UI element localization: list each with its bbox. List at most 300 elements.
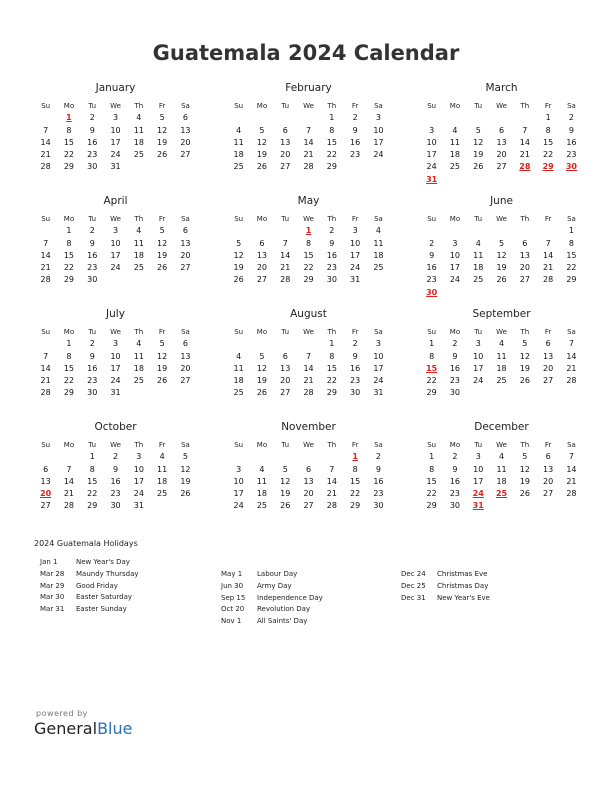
day-cell: 8 [352, 464, 358, 474]
day-cell: 21 [543, 263, 554, 273]
day-cell: 28 [280, 275, 291, 285]
day-cell: 15 [350, 476, 361, 486]
day-cell: 5 [522, 452, 528, 462]
day-cell: 1 [66, 226, 72, 236]
day-cell: 12 [280, 476, 291, 486]
empty-cell [274, 338, 297, 350]
day-cell: 23 [87, 263, 98, 273]
day-cell: 23 [449, 489, 461, 499]
weekday-header: Tu [281, 102, 290, 110]
weekday-header: Mo [449, 328, 461, 336]
weekday-header: Fr [544, 328, 552, 336]
holiday-row [401, 594, 490, 606]
day-cell: 30 [87, 275, 98, 285]
day-cell: 2 [352, 339, 358, 349]
day-cell: 5 [236, 238, 242, 248]
day-cell: 8 [66, 125, 72, 135]
weekday-header: Sa [567, 328, 576, 336]
weekday-header: Tu [474, 215, 483, 223]
day-cell: 17 [426, 150, 437, 160]
day-cell: 11 [373, 238, 384, 248]
weekday-header: Su [234, 441, 244, 449]
holiday-name: Revolution Day [257, 605, 311, 614]
day-cell: 6 [259, 238, 265, 248]
empty-cell [297, 338, 320, 350]
empty-cell [227, 338, 250, 350]
day-cell: 25 [133, 376, 144, 386]
day-cell: 20 [280, 376, 291, 386]
day-cell: 13 [180, 238, 191, 248]
holiday-row [221, 582, 323, 594]
day-cell: 21 [40, 376, 51, 386]
day-cell: 20 [543, 363, 554, 373]
month-december [420, 421, 583, 534]
day-cell: 29 [350, 501, 361, 511]
day-cell: 5 [498, 238, 505, 248]
weekday-header: Sa [374, 441, 383, 449]
weekday-header: Tu [88, 441, 97, 449]
day-cell: 29 [566, 275, 577, 285]
holiday-name: New Year's Eve [437, 593, 490, 602]
day-cell: 22 [426, 376, 437, 386]
weekday-header: Tu [88, 328, 97, 336]
day-cell: 28 [40, 388, 51, 398]
day-cell: 24 [426, 162, 437, 172]
page-title: Guatemala 2024 Calendar [152, 41, 460, 65]
day-cell: 16 [87, 137, 98, 147]
day-cell: 21 [40, 150, 51, 160]
month-name: July [106, 308, 125, 320]
day-cell: 21 [63, 489, 75, 499]
holiday-name: Christmas Day [437, 581, 489, 590]
day-cell: 5 [259, 351, 265, 361]
holiday-date: Sep 15 [221, 593, 246, 602]
weekday-header: Fr [158, 102, 166, 110]
day-cell: 5 [259, 125, 265, 135]
weekday-header: Su [234, 102, 244, 110]
holiday-name: Army Day [257, 581, 292, 590]
day-cell: 21 [303, 150, 314, 160]
day-cell: 19 [473, 150, 484, 160]
weekday-header: Su [427, 215, 437, 223]
month-name: March [485, 82, 518, 94]
holiday-name: Easter Sunday [76, 605, 127, 614]
day-cell: 31 [133, 501, 144, 511]
day-cell: 14 [326, 476, 337, 486]
day-cell: 16 [449, 476, 461, 486]
day-cell: 28 [566, 376, 577, 386]
day-cell: 20 [180, 137, 191, 147]
day-cell: 27 [519, 275, 530, 285]
day-cell: 19 [233, 263, 244, 273]
day-cell: 6 [545, 339, 551, 349]
weekday-header: Su [41, 441, 51, 449]
day-cell: 4 [236, 351, 242, 361]
day-cell: 29 [426, 388, 437, 398]
day-cell: 15 [326, 363, 337, 373]
day-cell: 16 [110, 476, 121, 486]
weekday-header: Sa [567, 102, 576, 110]
month-november [227, 421, 390, 534]
holiday-name: All Saints' Day [257, 617, 308, 626]
day-cell: 30 [326, 275, 337, 285]
day-cell: 27 [180, 376, 191, 386]
day-cell: 2 [568, 113, 574, 123]
weekday-header: Tu [281, 328, 290, 336]
day-cell: 6 [522, 238, 528, 248]
day-cell: 16 [326, 250, 337, 260]
day-grid [227, 439, 390, 513]
day-cell: 3 [375, 339, 381, 349]
day-cell: 12 [256, 363, 268, 373]
day-cell: 26 [280, 501, 291, 511]
holiday-column [401, 570, 490, 605]
month-july [34, 308, 197, 421]
weekday-header: Tu [474, 441, 483, 449]
day-cell: 15 [543, 137, 554, 147]
day-cell: 22 [63, 376, 75, 386]
month-name: June [490, 195, 513, 207]
month-march [420, 82, 583, 195]
day-cell: 20 [303, 489, 314, 499]
day-cell: 6 [282, 125, 288, 135]
day-cell: 10 [110, 125, 121, 135]
day-cell: 3 [475, 452, 481, 462]
empty-cell [274, 112, 297, 124]
day-cell: 4 [259, 464, 265, 474]
day-cell: 19 [157, 137, 168, 147]
day-cell: 24 [350, 263, 361, 273]
weekday-header: Tu [474, 328, 483, 336]
day-cell: 15 [63, 363, 75, 373]
day-cell: 30 [87, 162, 98, 172]
empty-cell [420, 225, 443, 237]
holiday-column [221, 570, 323, 629]
day-cell: 8 [429, 464, 435, 474]
day-cell: 10 [350, 238, 361, 248]
holiday-date: Mar 28 [40, 569, 65, 578]
empty-cell [34, 338, 57, 350]
day-cell: 29 [426, 501, 437, 511]
holiday-date: Dec 31 [401, 593, 426, 602]
day-grid [420, 326, 583, 400]
empty-cell [467, 225, 490, 237]
day-cell: 27 [280, 162, 291, 172]
month-january [34, 82, 197, 195]
day-cell: 8 [545, 125, 551, 135]
weekday-header: Fr [351, 215, 359, 223]
month-september [420, 308, 583, 421]
day-cell: 17 [110, 250, 121, 260]
day-cell: 23 [87, 376, 98, 386]
day-cell: 25 [133, 150, 144, 160]
weekday-header: Sa [374, 328, 383, 336]
weekday-header: Mo [449, 102, 461, 110]
weekday-header: Mo [256, 102, 268, 110]
day-cell: 7 [305, 125, 312, 135]
day-cell: 6 [182, 226, 188, 236]
day-cell: 7 [522, 125, 528, 135]
day-cell: 11 [233, 363, 244, 373]
day-cell: 26 [496, 275, 507, 285]
day-cell: 18 [133, 363, 144, 373]
empty-cell [274, 451, 297, 463]
weekday-header: Su [41, 328, 51, 336]
month-name: October [94, 421, 137, 433]
day-cell: 24 [110, 376, 121, 386]
day-cell: 24 [373, 376, 384, 386]
day-cell: 7 [43, 238, 49, 248]
day-cell: 4 [136, 339, 142, 349]
day-cell: 5 [159, 226, 165, 236]
day-cell: 10 [473, 351, 484, 361]
months-grid [34, 82, 583, 534]
day-cell: 8 [66, 238, 72, 248]
holiday-day: 1 [305, 226, 312, 236]
day-cell: 3 [136, 452, 142, 462]
day-cell: 9 [112, 464, 119, 474]
day-cell: 17 [473, 476, 484, 486]
day-cell: 25 [496, 376, 507, 386]
holiday-day: 31 [426, 174, 438, 184]
empty-cell [297, 112, 320, 124]
day-cell: 17 [473, 363, 484, 373]
day-cell: 1 [545, 113, 551, 123]
day-cell: 4 [159, 452, 165, 462]
day-cell: 19 [256, 150, 268, 160]
empty-cell [490, 112, 513, 124]
weekday-header: Th [134, 215, 144, 223]
day-cell: 7 [305, 351, 312, 361]
day-cell: 3 [352, 226, 358, 236]
day-cell: 7 [43, 125, 49, 135]
day-cell: 19 [519, 363, 530, 373]
day-cell: 23 [87, 150, 98, 160]
day-cell: 28 [326, 501, 337, 511]
day-cell: 18 [133, 250, 144, 260]
holiday-row [221, 617, 323, 629]
weekday-header: Fr [544, 215, 552, 223]
day-cell: 12 [519, 351, 530, 361]
day-cell: 2 [429, 238, 435, 248]
day-cell: 7 [282, 238, 288, 248]
holiday-date: Nov 1 [221, 617, 242, 626]
day-cell: 19 [496, 263, 507, 273]
day-cell: 30 [449, 388, 461, 398]
day-cell: 3 [429, 125, 435, 135]
holiday-day: 1 [352, 452, 358, 462]
holiday-day: 30 [565, 162, 577, 172]
day-cell: 17 [373, 363, 384, 373]
day-cell: 9 [352, 351, 358, 361]
day-cell: 8 [89, 464, 95, 474]
weekday-header: Tu [281, 215, 290, 223]
weekday-header: Su [41, 102, 51, 110]
empty-cell [250, 451, 273, 463]
day-cell: 26 [473, 162, 484, 172]
day-cell: 25 [473, 275, 484, 285]
weekday-header: Fr [351, 441, 359, 449]
day-cell: 2 [89, 226, 95, 236]
day-cell: 13 [303, 476, 314, 486]
day-cell: 17 [133, 476, 144, 486]
day-cell: 7 [66, 464, 72, 474]
holidays-title: 2024 Guatemala Holidays [34, 539, 138, 548]
day-cell: 23 [373, 489, 384, 499]
day-cell: 16 [350, 137, 361, 147]
day-cell: 16 [350, 363, 361, 373]
day-cell: 3 [112, 226, 119, 236]
holiday-name: New Year's Day [76, 558, 130, 566]
weekday-header: Mo [449, 441, 461, 449]
day-cell: 11 [256, 476, 268, 486]
day-cell: 24 [449, 275, 461, 285]
day-cell: 2 [375, 452, 381, 462]
day-cell: 18 [157, 476, 168, 486]
day-cell: 18 [496, 363, 507, 373]
day-cell: 31 [350, 275, 361, 285]
holiday-name: Maundy Thursday [76, 569, 139, 578]
day-cell: 24 [110, 150, 121, 160]
holiday-date: Dec 25 [401, 581, 426, 590]
day-cell: 14 [63, 476, 75, 486]
day-cell: 13 [543, 351, 554, 361]
day-cell: 6 [282, 351, 288, 361]
day-cell: 11 [133, 125, 144, 135]
day-cell: 24 [233, 501, 244, 511]
day-cell: 13 [496, 137, 507, 147]
brand-blue: Blue [97, 719, 133, 738]
empty-cell [513, 112, 536, 124]
weekday-header: Tu [281, 441, 290, 449]
holiday-name: Easter Saturday [76, 593, 133, 602]
day-cell: 22 [326, 150, 337, 160]
day-cell: 28 [40, 275, 51, 285]
empty-cell [227, 225, 250, 237]
day-cell: 23 [326, 263, 337, 273]
day-cell: 27 [303, 501, 314, 511]
day-cell: 8 [429, 351, 435, 361]
weekday-header: We [110, 328, 121, 336]
day-cell: 25 [373, 263, 384, 273]
day-cell: 15 [63, 250, 75, 260]
weekday-header: Th [327, 215, 337, 223]
day-cell: 19 [280, 489, 291, 499]
weekday-header: Mo [449, 215, 461, 223]
holiday-row [401, 570, 490, 582]
day-cell: 15 [426, 476, 437, 486]
day-grid [420, 439, 583, 513]
day-cell: 22 [350, 489, 361, 499]
weekday-header: Th [327, 102, 337, 110]
day-cell: 18 [496, 476, 507, 486]
day-cell: 11 [133, 351, 144, 361]
month-may [227, 195, 390, 308]
day-cell: 12 [496, 250, 507, 260]
day-cell: 30 [350, 388, 361, 398]
day-cell: 2 [112, 452, 119, 462]
holiday-row [40, 558, 139, 570]
weekday-header: Fr [158, 328, 166, 336]
day-cell: 12 [473, 137, 484, 147]
day-cell: 18 [473, 263, 484, 273]
day-cell: 13 [280, 363, 291, 373]
powered-by-label: powered by [36, 709, 88, 718]
month-name: January [95, 82, 136, 94]
weekday-header: Sa [181, 102, 190, 110]
holiday-row [221, 570, 323, 582]
day-cell: 16 [373, 476, 384, 486]
holiday-name: Independence Day [257, 593, 323, 602]
day-cell: 20 [180, 250, 191, 260]
day-cell: 27 [40, 501, 51, 511]
weekday-header: Th [520, 215, 530, 223]
month-name: February [285, 82, 332, 94]
day-cell: 22 [326, 376, 337, 386]
empty-cell [274, 225, 297, 237]
weekday-header: We [303, 441, 314, 449]
empty-cell [467, 112, 490, 124]
day-cell: 5 [159, 113, 165, 123]
day-cell: 11 [496, 351, 507, 361]
day-cell: 25 [157, 489, 168, 499]
day-cell: 29 [326, 388, 337, 398]
day-cell: 17 [373, 137, 384, 147]
holiday-day: 20 [40, 489, 52, 499]
weekday-header: We [496, 215, 507, 223]
weekday-header: We [110, 102, 121, 110]
day-cell: 13 [543, 464, 554, 474]
day-cell: 7 [568, 452, 574, 462]
day-cell: 4 [236, 125, 242, 135]
day-grid [34, 100, 197, 174]
day-cell: 29 [303, 275, 314, 285]
weekday-header: Fr [351, 328, 359, 336]
weekday-header: Tu [88, 215, 97, 223]
day-cell: 27 [496, 162, 507, 172]
day-cell: 7 [329, 464, 335, 474]
day-cell: 25 [233, 162, 244, 172]
holiday-day: 15 [426, 363, 438, 373]
month-june [420, 195, 583, 308]
brand-logo[interactable] [34, 719, 132, 738]
day-cell: 16 [449, 363, 461, 373]
weekday-header: Fr [158, 441, 166, 449]
weekday-header: Su [427, 328, 437, 336]
day-cell: 12 [180, 464, 191, 474]
day-cell: 25 [233, 388, 244, 398]
day-cell: 3 [112, 339, 119, 349]
weekday-header: We [303, 215, 314, 223]
empty-cell [513, 225, 536, 237]
month-october [34, 421, 197, 534]
holiday-date: Mar 30 [40, 593, 65, 602]
day-cell: 14 [40, 363, 51, 373]
day-cell: 29 [63, 275, 75, 285]
weekday-header: Sa [567, 441, 576, 449]
day-cell: 3 [452, 238, 458, 248]
weekday-header: We [303, 102, 314, 110]
weekday-header: Mo [63, 328, 75, 336]
day-cell: 19 [519, 476, 530, 486]
day-cell: 28 [40, 162, 51, 172]
day-grid [227, 100, 390, 174]
day-cell: 9 [352, 125, 358, 135]
day-cell: 9 [452, 464, 458, 474]
empty-cell [227, 112, 250, 124]
weekday-header: Sa [567, 215, 576, 223]
day-cell: 6 [305, 464, 312, 474]
